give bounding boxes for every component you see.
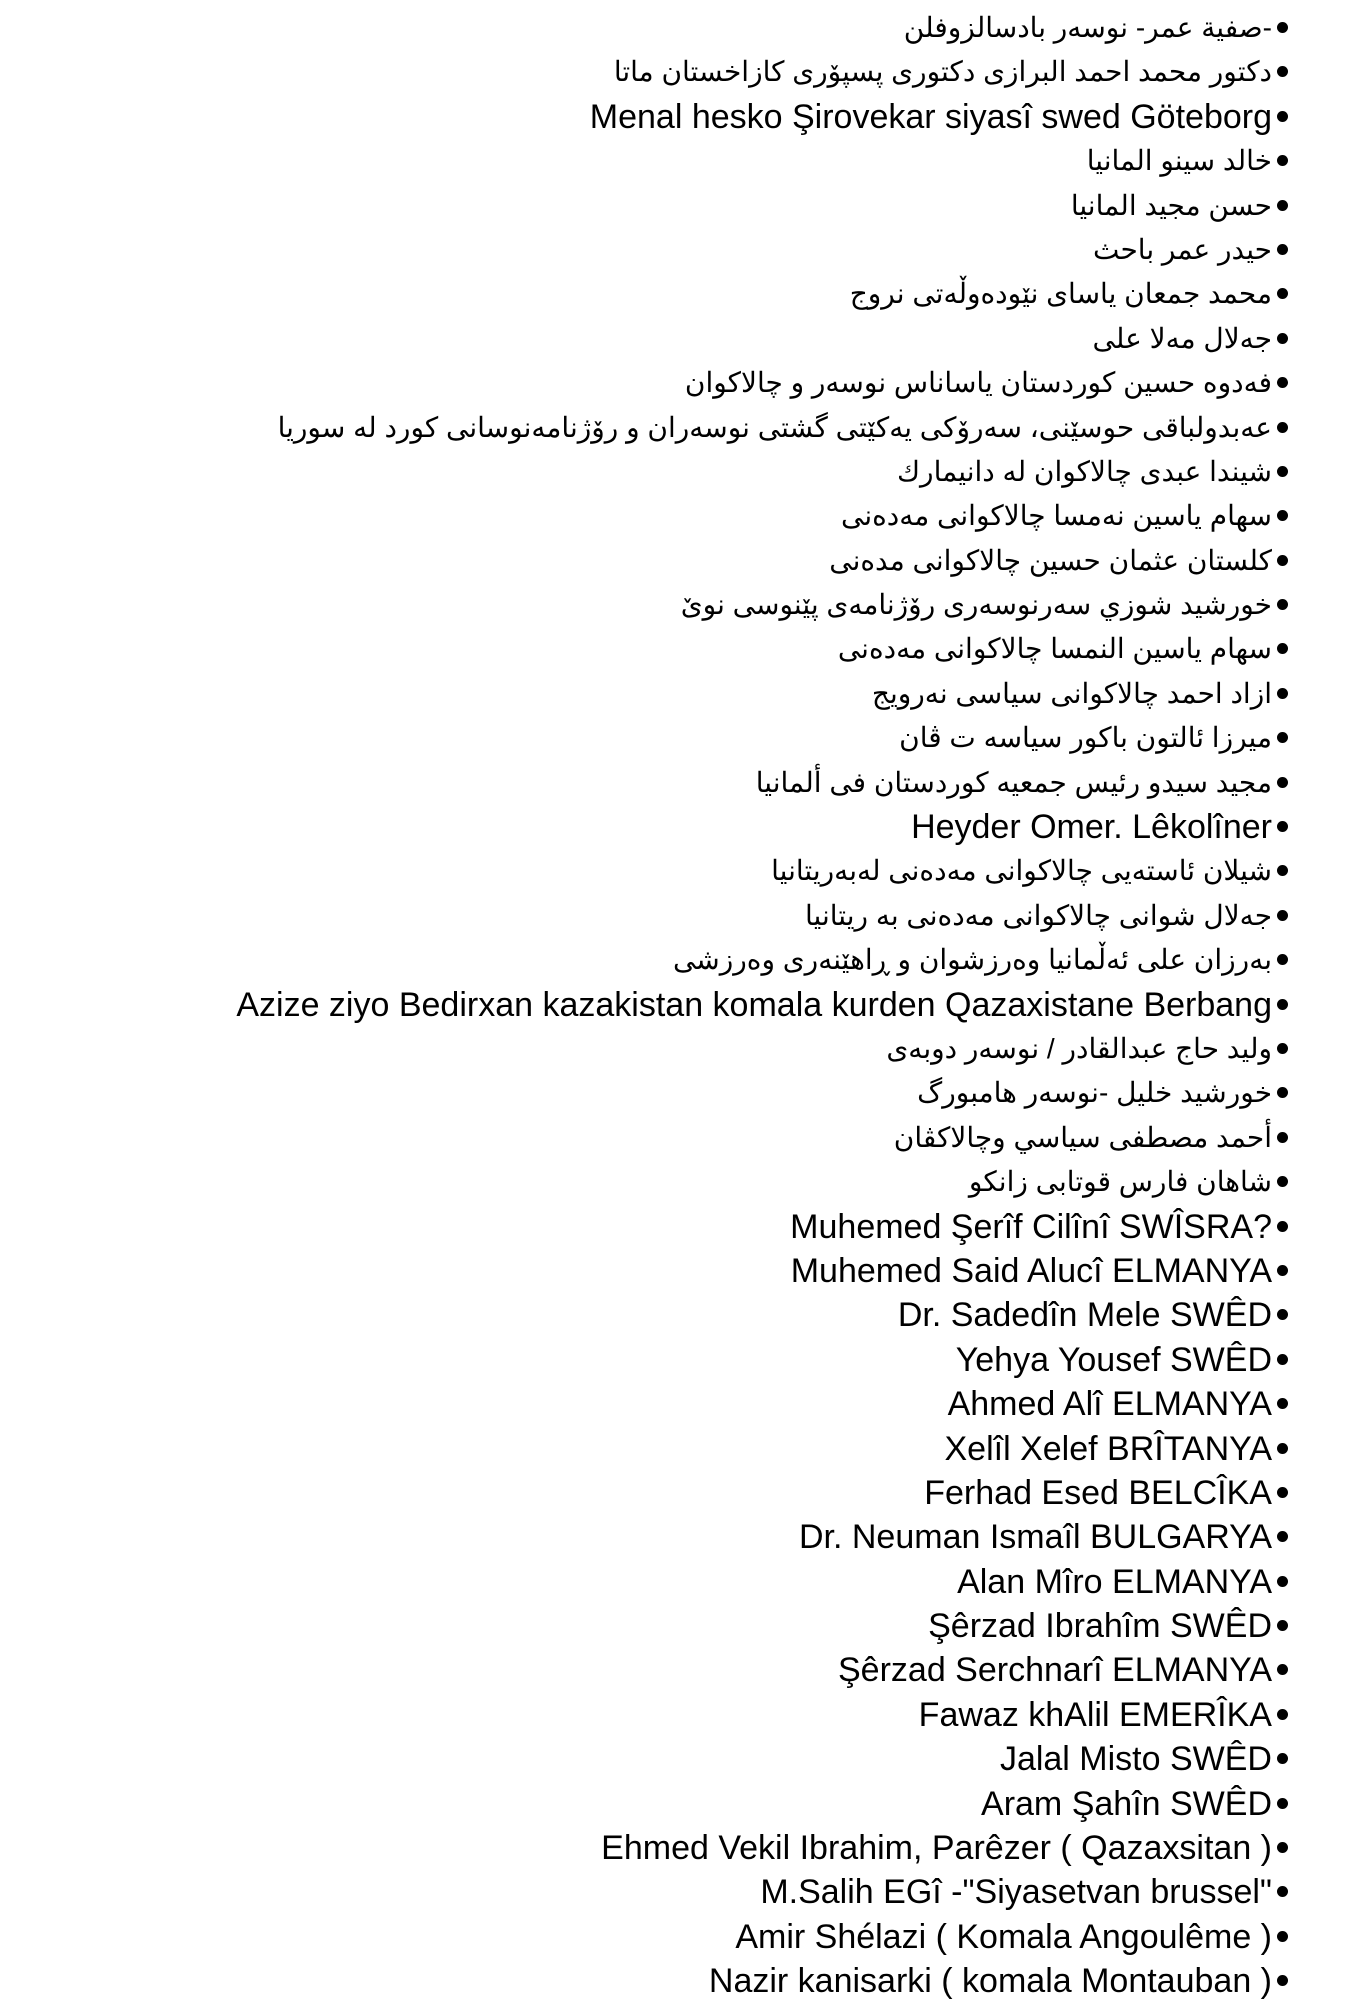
list-item	[0, 938, 1357, 982]
bullet-icon	[1277, 555, 1288, 566]
list-item	[0, 494, 1357, 538]
list-item	[0, 361, 1357, 405]
bullet-icon	[1277, 111, 1288, 122]
bullet-icon	[1277, 599, 1288, 610]
list-item	[0, 1560, 1357, 1604]
list-item-text: بەرزان علی ئەڵمانیا وەرزشوان و ڕاهێنەری وەرزشی	[672, 944, 1272, 976]
list-item	[0, 317, 1357, 361]
bullet-icon	[1277, 643, 1288, 654]
bullet-icon	[1277, 1132, 1288, 1143]
bullet-icon	[1277, 1176, 1288, 1187]
list-item	[0, 1959, 1357, 2003]
bullet-icon	[1277, 1620, 1288, 1631]
list-item	[0, 1870, 1357, 1914]
list-item	[0, 1648, 1357, 1692]
list-item	[0, 1071, 1357, 1115]
list-item	[0, 1382, 1357, 1426]
bullet-icon	[1277, 422, 1288, 433]
list-item	[0, 1515, 1357, 1559]
list-item	[0, 1160, 1357, 1204]
bullet-icon	[1277, 1576, 1288, 1587]
bullet-icon	[1277, 1043, 1288, 1054]
list-item-text: Şêrzad Serchnarî ELMANYA	[838, 1651, 1272, 1690]
list-item	[0, 805, 1357, 849]
list-item	[0, 983, 1357, 1027]
bullet-icon	[1277, 200, 1288, 211]
bullet-icon	[1277, 1221, 1288, 1232]
bullet-icon	[1277, 1443, 1288, 1454]
list-item-text: حيدر عمر باحث	[1092, 233, 1272, 265]
list-item	[0, 761, 1357, 805]
bullet-icon	[1277, 22, 1288, 33]
list-item-text: Ehmed Vekil Ibrahim, Parêzer ( Qazaxsitan )	[601, 1829, 1272, 1868]
list-item	[0, 1826, 1357, 1870]
list-item	[0, 1427, 1357, 1471]
list-item	[0, 1782, 1357, 1826]
bullet-icon	[1277, 865, 1288, 876]
list-item	[0, 1737, 1357, 1781]
bullet-icon	[1277, 1842, 1288, 1853]
list-item	[0, 6, 1357, 50]
list-item-text: دكتور محمد احمد البرازی دكتوری پسپۆری كازاخستان ماتا	[613, 56, 1272, 88]
bullet-icon	[1277, 777, 1288, 788]
list-item	[0, 228, 1357, 272]
list-item-text: Menal hesko Şirovekar siyasî swed Göteborg	[589, 97, 1272, 136]
bullet-icon	[1277, 1487, 1288, 1498]
list-item-text: أحمد مصطفى سياسي وچالاكڤان	[893, 1121, 1272, 1153]
list-item	[0, 627, 1357, 671]
bullet-icon	[1277, 1975, 1288, 1986]
list-item-text: Xelîl Xelef BRÎTANYA	[944, 1429, 1272, 1468]
bullet-icon	[1277, 821, 1288, 832]
list-item	[0, 1915, 1357, 1959]
list-item-text: Aram Şahîn SWÊD	[981, 1784, 1272, 1823]
list-item-text: ازاد احمد چالاكوانی سیاسی نەرویج	[871, 677, 1272, 709]
bullet-icon	[1277, 688, 1288, 699]
list-item	[0, 1604, 1357, 1648]
bullet-icon	[1277, 1265, 1288, 1276]
bullet-icon	[1277, 1531, 1288, 1542]
bullet-icon	[1277, 1398, 1288, 1409]
signatory-list	[0, 6, 1357, 2004]
list-item-text: Azize ziyo Bedirxan kazakistan komala kurden Qazaxistane Berbang	[236, 985, 1272, 1024]
list-item-text: جەلال شوانی چالاكوانی مەدەنی بە ریتانیا	[804, 899, 1272, 931]
list-item-text: خورشيد شوزي سەرنوسەری رۆژنامەی پێنوسی نوێ	[680, 589, 1272, 621]
list-item	[0, 272, 1357, 316]
bullet-icon	[1277, 510, 1288, 521]
bullet-icon	[1277, 910, 1288, 921]
bullet-icon	[1277, 66, 1288, 77]
bullet-icon	[1277, 1798, 1288, 1809]
list-item-text: M.Salih EGî -"Siyasetvan brussel"	[760, 1873, 1272, 1912]
bullet-icon	[1277, 1709, 1288, 1720]
list-item-text: Yehya Yousef SWÊD	[955, 1340, 1272, 1379]
list-item-text: Muhemed Said Alucî ELMANYA	[790, 1251, 1272, 1290]
list-item-text: Dr. Sadedîn Mele SWÊD	[897, 1296, 1272, 1335]
list-item-text: شاهان فارس قوتابی زانكو	[968, 1166, 1272, 1198]
list-item	[0, 1249, 1357, 1293]
bullet-icon	[1277, 466, 1288, 477]
list-item-text: Ferhad Esed BELCÎKA	[924, 1473, 1272, 1512]
list-item	[0, 849, 1357, 893]
list-item-text: خورشيد خليل -نوسەر هامبورگ	[917, 1077, 1272, 1109]
list-item	[0, 583, 1357, 627]
bullet-icon	[1277, 155, 1288, 166]
list-item	[0, 139, 1357, 183]
list-item	[0, 1471, 1357, 1515]
list-item-text: مجيد سيدو رئيس جمعيه كوردستان فی ألمانيا	[755, 766, 1272, 798]
list-item	[0, 894, 1357, 938]
bullet-icon	[1277, 1087, 1288, 1098]
bullet-icon	[1277, 732, 1288, 743]
list-item	[0, 1693, 1357, 1737]
list-item-text: Amir Shélazi ( Komala Angoulême )	[735, 1917, 1272, 1956]
list-item-text: شیلان ئاستەیی چالاكوانی مەدەنی لەبەریتانیا	[771, 855, 1272, 887]
list-item-text: فەدوە حسین كوردستان یاساناس نوسەر و چالاكوان	[684, 367, 1272, 399]
bullet-icon	[1277, 1886, 1288, 1897]
list-item-text: Jalal Misto SWÊD	[999, 1740, 1272, 1779]
list-item-text: خالد سينو المانيا	[1086, 145, 1272, 177]
list-item-text: عەبدولباقی حوسێنی، سەرۆكی یەكێتی گشتی نوسەران و رۆژنامەنوسانی كورد لە سوریا	[277, 411, 1272, 443]
list-item-text: Muhemed Şerîf Cilînî SWÎSRA?	[790, 1207, 1272, 1246]
list-item	[0, 450, 1357, 494]
list-item-text: Şêrzad Ibrahîm SWÊD	[928, 1607, 1272, 1646]
bullet-icon	[1277, 244, 1288, 255]
list-item-text: -صفية عمر- نوسەر بادسالزوفلن	[903, 12, 1272, 43]
list-item-text: ميرزا ئالتون باكور سياسه ت ڤان	[899, 722, 1272, 754]
list-item-text: Heyder Omer. Lêkolîner	[911, 808, 1272, 847]
list-item	[0, 95, 1357, 139]
list-item	[0, 716, 1357, 760]
list-item-text: كلستان عثمان حسين چالاكوانی مدەنی	[829, 544, 1272, 576]
bullet-icon	[1277, 288, 1288, 299]
list-item	[0, 539, 1357, 583]
list-item	[0, 1205, 1357, 1249]
bullet-icon	[1277, 1354, 1288, 1365]
bullet-icon	[1277, 954, 1288, 965]
list-item-text: Fawaz khAlil EMERÎKA	[918, 1695, 1272, 1734]
bullet-icon	[1277, 1753, 1288, 1764]
bullet-icon	[1277, 1931, 1288, 1942]
list-item-text: جەلال مەلا علی	[1092, 322, 1272, 354]
list-item-text: محمد جمعان ياسای نێودەوڵەتی نروج	[849, 278, 1272, 310]
list-item-text: شيندا عبدى چالاكوان لە دانيمارك	[896, 455, 1272, 487]
list-item-text: Nazir kanisarki ( komala Montauban )	[708, 1962, 1272, 2001]
list-item-text: وليد حاج عبدالقادر / نوسەر دوبەی	[886, 1032, 1272, 1064]
list-item	[0, 50, 1357, 94]
bullet-icon	[1277, 999, 1288, 1010]
list-item	[0, 672, 1357, 716]
list-item	[0, 1338, 1357, 1382]
list-item	[0, 184, 1357, 228]
list-item-text: Alan Mîro ELMANYA	[957, 1562, 1272, 1601]
list-item-text: سهام ياسين النمسا چالاكوانی مەدەنی	[837, 633, 1272, 665]
list-item	[0, 406, 1357, 450]
list-item	[0, 1027, 1357, 1071]
bullet-icon	[1277, 1309, 1288, 1320]
list-item-text: حسن مجيد المانيا	[1070, 189, 1272, 221]
list-item-text: سهام یاسین نەمسا چالاكوانی مەدەنی	[840, 500, 1272, 532]
bullet-icon	[1277, 333, 1288, 344]
list-item-text: Ahmed Alî ELMANYA	[947, 1385, 1272, 1424]
list-item	[0, 1116, 1357, 1160]
bullet-icon	[1277, 1664, 1288, 1675]
list-item	[0, 1293, 1357, 1337]
bullet-icon	[1277, 377, 1288, 388]
list-item-text: Dr. Neuman Ismaîl BULGARYA	[798, 1518, 1272, 1557]
